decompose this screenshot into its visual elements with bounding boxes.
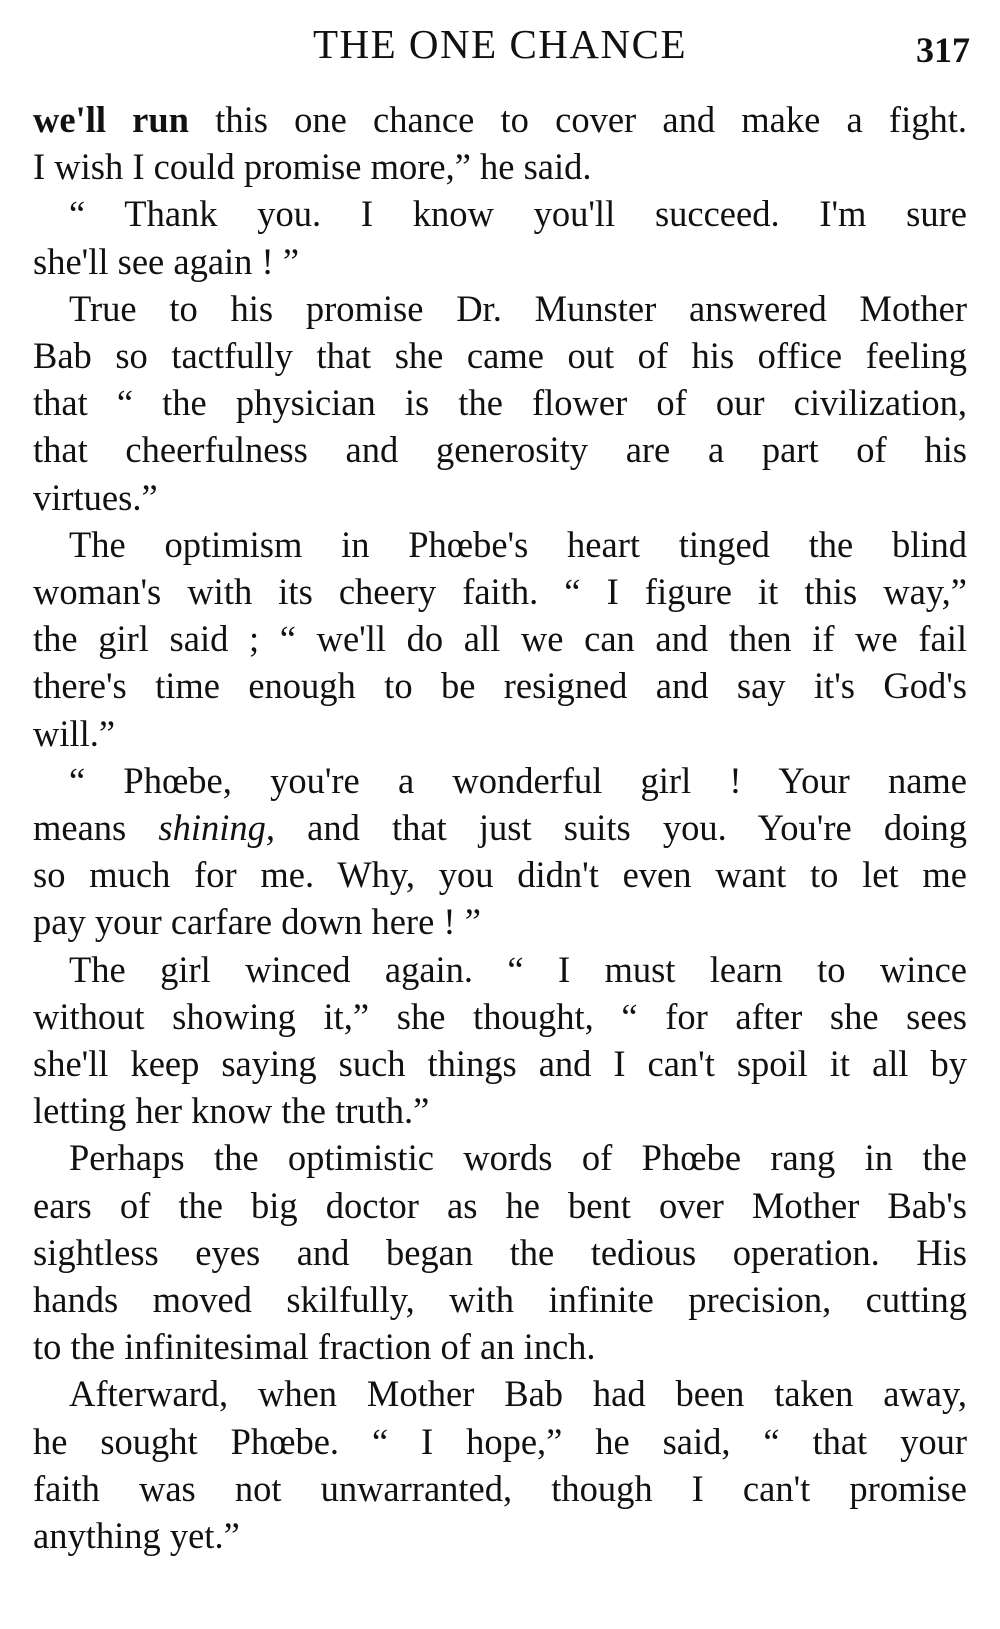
text-line [33,190,967,237]
line-text: there's time enough to be resigned and say it's God's [33,665,967,707]
text-line [33,946,967,993]
line-text: that cheerfulness and generosity are a part of his [33,429,967,471]
line-text: True to his promise Dr. Munster answered Mother [69,287,967,329]
text-line [33,1229,967,1276]
text-line [33,615,967,662]
line-text: Perhaps the optimistic words of Phœbe rang in the [69,1137,967,1179]
text-line [33,1418,967,1465]
text-line [33,238,967,285]
text-line [33,1276,967,1323]
line-text: ears of the big doctor as he bent over Mother Bab's [33,1184,967,1226]
line-text: “ Phœbe, you're a wonderful girl ! Your name [69,759,967,801]
text-line [33,710,967,757]
text-line [33,1370,967,1417]
paragraph [33,757,967,946]
line-text: this one chance to cover and make a fight. [188,99,967,140]
text-line [33,851,967,898]
line-text: hands moved skilfully, with infinite precision, cutting [33,1279,967,1321]
text-line [33,804,967,851]
running-head [30,14,970,74]
line-text: that “ the physician is the flower of our civilization, [33,382,967,424]
text-line [33,1323,967,1370]
paragraph [33,521,967,757]
line-text: to the infinitesimal fraction of an inch. [33,1326,596,1368]
line-text: he sought Phœbe. “ I hope,” he said, “ that your [33,1420,967,1462]
line-text: letting her know the truth.” [33,1090,430,1132]
line-text: without showing it,” she thought, “ for after she sees [33,995,967,1037]
text-line [33,379,967,426]
line-text: anything yet.” [33,1515,240,1557]
text-line [33,993,967,1040]
italic-word: shining, [158,807,276,849]
text-line [33,568,967,615]
line-text: so much for me. Why, you didn't even want to let me [33,854,967,896]
line-text: means [33,807,159,849]
line-text: faith was not unwarranted, though I can't promise [33,1467,967,1509]
text-line [33,96,967,143]
text-line [33,332,967,379]
text-line [33,898,967,945]
line-text: Bab so tactfully that she came out of his office feeling [33,335,967,377]
line-text: pay your carfare down here ! ” [33,901,481,943]
line-text: sightless eyes and began the tedious operation. His [33,1231,967,1273]
line-text: she'll see again ! ” [33,240,300,282]
text-line [33,143,967,190]
line-text: Afterward, when Mother Bab had been taken away, [69,1373,967,1415]
line-text: virtues.” [33,476,158,518]
paragraph [33,285,967,521]
text-line [33,285,967,332]
body-text [33,96,967,1559]
text-line [33,1512,967,1559]
page-number: 317 [916,30,970,70]
line-text: The optimism in Phœbe's heart tinged the blind [69,523,967,565]
paragraph [33,190,967,284]
line-text: she'll keep saying such things and I can't spoil it all by [33,1043,967,1085]
text-line [33,1465,967,1512]
text-line [33,662,967,709]
text-line [33,474,967,521]
text-line [33,1134,967,1181]
text-line [33,1087,967,1134]
text-line [33,1040,967,1087]
line-text: “ Thank you. I know you'll succeed. I'm sure [69,193,967,235]
paragraph [33,1370,967,1559]
paragraph [33,946,967,1135]
text-line [33,1182,967,1229]
text-line [33,521,967,568]
line-text: I wish I could promise more,” he said. [33,146,592,188]
text-line [33,426,967,473]
line-text: will.” [33,712,116,754]
line-text: The girl winced again. “ I must learn to wince [69,948,967,990]
text-line [33,757,967,804]
bold-lead-words: we'll run [33,99,189,140]
running-title: THE ONE CHANCE [312,21,688,67]
paragraph [33,96,967,190]
paragraph [33,1134,967,1370]
line-text: woman's with its cheery faith. “ I figure it this way,” [33,571,967,613]
line-text-after: and that just suits you. You're doing [275,807,967,849]
line-text: the girl said ; “ we'll do all we can and then if we fail [33,618,967,660]
